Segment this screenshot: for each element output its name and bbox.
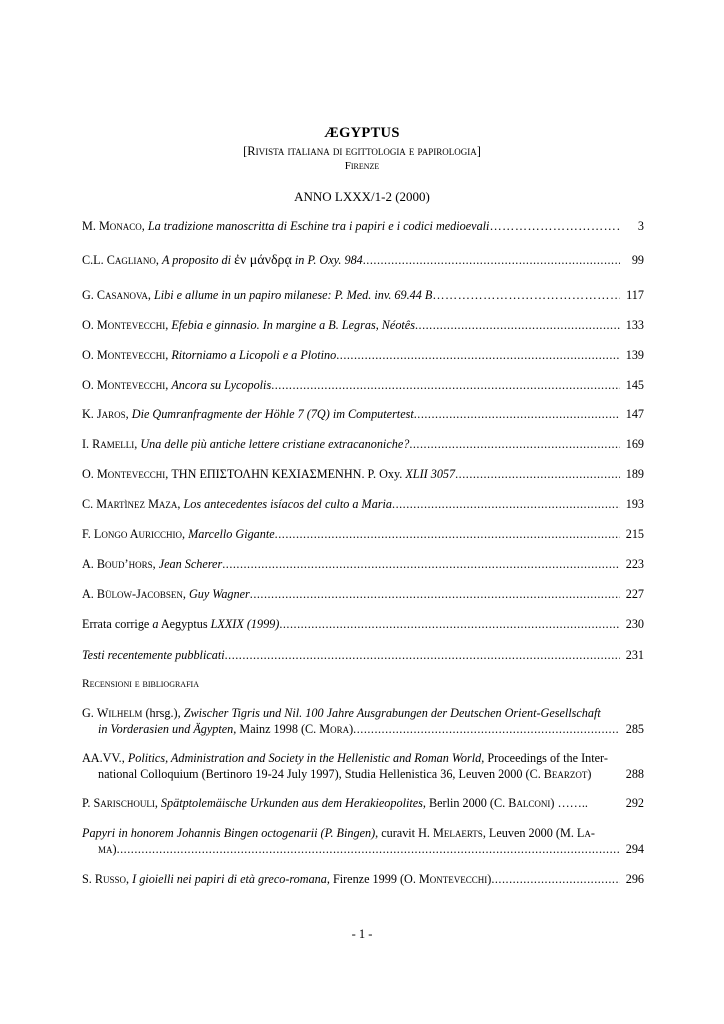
leader-dots <box>414 407 620 423</box>
toc-entry: O. Montevecchi, Ancora su Lycopolis ..... 145 <box>82 378 644 394</box>
page-footer-number: - 1 - <box>351 927 373 941</box>
leader-dots <box>271 378 620 394</box>
leader-dots <box>409 437 620 453</box>
page-number: 231 <box>625 648 644 662</box>
leader-dots <box>455 467 620 483</box>
leader-dots <box>353 722 620 738</box>
leader-dots <box>336 348 620 364</box>
toc-entry: I. Ramelli, Una delle più antiche lettere cristiane extracanoniche? ..... 169 <box>82 437 644 453</box>
page-number: 145 <box>625 378 644 392</box>
leader-dots <box>275 527 620 543</box>
toc-entry: O. Montevecchi, Efebia e ginnasio. In margine a B. Legras, Néotês ..... 133 <box>82 318 644 334</box>
review-entry: G. Wilhelm (hrsg.), Zwischer Tigris und Nil. 100 Jahre Ausgrabungen der Deutschen Orient-Gesellschaft in Vorderasien und Ägypten, Mainz 1998 (C. Mora) ..... 285 <box>82 706 644 737</box>
toc-entry: Errata corrige a Aegyptus LXXIX (1999) ..... 230 <box>82 617 644 633</box>
page-number: 147 <box>625 407 644 421</box>
leader-dots <box>363 253 620 269</box>
journal-city: Firenze <box>344 160 380 172</box>
page-number: 215 <box>625 527 644 541</box>
page-number: 133 <box>625 318 644 332</box>
leader-dots <box>279 617 620 633</box>
leader-dots <box>225 648 620 664</box>
toc-entry: O. Montevecchi, Ritorniamo a Licopoli e a Plotino ..... 139 <box>82 348 644 364</box>
page-number: 117 <box>626 288 644 302</box>
leader-dots <box>392 497 620 513</box>
page-number: 139 <box>625 348 644 362</box>
page-number: 3 <box>637 219 644 233</box>
leader-dots <box>117 842 620 858</box>
page-number: 169 <box>625 437 644 451</box>
review-entry: P. Sarischouli, Spätptolemäische Urkunden aus dem Herakieopolites, Berlin 2000 (C. Balconi) …….. 292 <box>82 796 644 810</box>
toc-entry: G. Casanova, Libi e allume in un papiro milanese: P. Med. inv. 69.44 B ……………………………………………………………………………………………………………………………………………………………………………………………………………………………………………………………… 117 <box>82 288 644 304</box>
toc-entry: F. Longo Auricchio, Marcello Gigante ..... 215 <box>82 527 644 543</box>
toc-entry: C. Martìnez Maza, Los antecedentes isíacos del culto a Maria ..... 193 <box>82 497 644 513</box>
leader-dots <box>432 288 620 304</box>
journal-subtitle: [Rivista italiana di egittologia e papirologia] <box>243 144 481 158</box>
page-number: 99 <box>631 253 644 267</box>
page-number: 223 <box>625 557 644 571</box>
toc-entry: O. Montevecchi, ΤΗΝ ΕΠΙΣΤΟΛΗΝ ΚΕΧΙΑΣΜΕΝΗΝ. P. Oxy. XLII 3057 ..... 189 <box>82 467 644 483</box>
page-number: 292 <box>625 796 644 810</box>
toc-entry: Testi recentemente pubblicati ..... 231 <box>82 648 644 664</box>
review-entry: AA.VV., Politics, Administration and Society in the Hellenistic and Roman World, Proceedings of the Inter- national Colloquium (Bertinoro 19-24 July 1997), Studia Hellenistica 36, Leuven 2000 (C. Bearzot) 288 <box>82 751 644 781</box>
page-number: 285 <box>625 721 644 736</box>
journal-title: ÆGYPTUS <box>324 125 400 141</box>
toc-entry: A. Bülow-Jacobsen, Guy Wagner ..... 227 <box>82 587 644 603</box>
page-number: 294 <box>625 841 644 856</box>
toc-entry: A. Boud’hors, Jean Scherer ..... 223 <box>82 557 644 573</box>
volume-heading: ANNO LXXX/1-2 (2000) <box>294 189 430 204</box>
toc-entry: C.L. Cagliano, A proposito di ἐν μάνδρᾳ in P. Oxy. 984 ..... 99 <box>82 253 644 269</box>
page-number: 230 <box>625 617 644 631</box>
leader-dots <box>491 872 620 888</box>
section-heading: Recensioni e bibliografia <box>82 678 199 690</box>
toc-entry: M. Monaco, La tradizione manoscritta di Eschine tra i papiri e i codici medioevali ……………………………………………………………………………………………………………………………………………………………………………………………………………………………………………………………… 3 <box>82 219 644 235</box>
leader-dots <box>222 557 620 573</box>
page-number: 193 <box>625 497 644 511</box>
leader-dots <box>489 219 620 235</box>
toc-entry: K. Jaros, Die Qumranfragmente der Höhle 7 (7Q) im Computertest ..... 147 <box>82 407 644 423</box>
review-entry: S. Russo, I gioielli nei papiri di età greco-romana, Firenze 1999 (O. Montevecchi) ..... 296 <box>82 872 644 888</box>
page-number: 288 <box>625 766 644 781</box>
page-number: 189 <box>625 467 644 481</box>
page-number: 227 <box>625 587 644 601</box>
leader-dots <box>415 318 620 334</box>
leader-dots <box>250 587 620 603</box>
page-number: 296 <box>625 872 644 886</box>
review-entry: Papyri in honorem Johannis Bingen octogenarii (P. Bingen), curavit H. Melaerts, Leuven 2000 (M. La- ma) ..... 294 <box>82 826 644 857</box>
